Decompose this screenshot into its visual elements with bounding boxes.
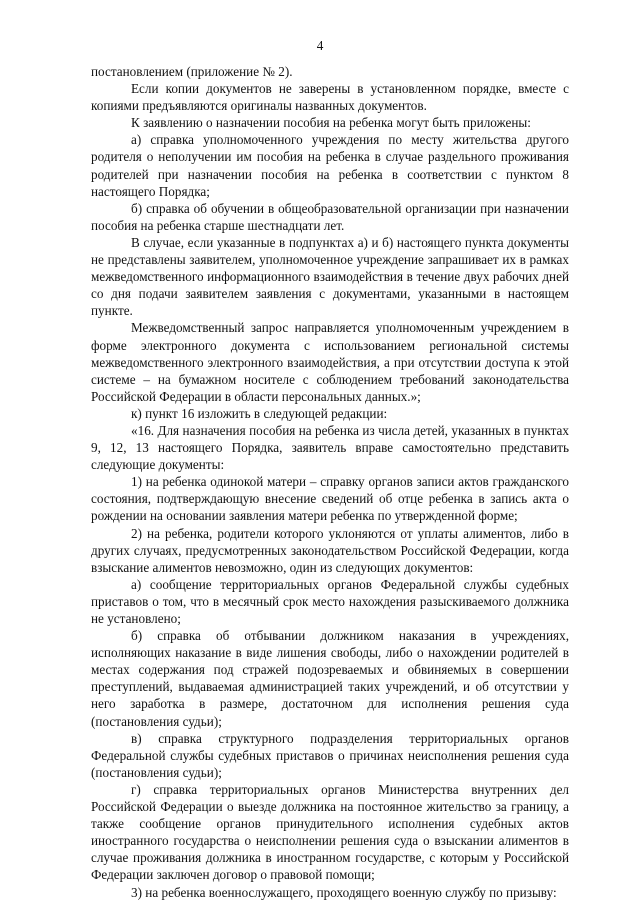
document-body <box>91 63 569 901</box>
paragraph: В случае, если указанные в подпунктах а) и б) настоящего пункта документы не представлены заявителем, уполномоченное учреждение запрашивает их в рамках межведомственного информационного взаимодействия в течение двух рабочих дней со дня подачи заявителем заявления с документами, указанными в настоящем пункте. <box>91 234 569 319</box>
paragraph: «16. Для назначения пособия на ребенка из числа детей, указанных в пунктах 9, 12, 13 настоящего Порядка, заявитель вправе самостоятельно представить следующие документы: <box>91 422 569 473</box>
paragraph: 1) на ребенка одинокой матери – справку органов записи актов гражданского состояния, подтверждающую внесение сведений об отце ребенка в запись акта о рождении на основании заявления матери ребенка по утвержденной форме; <box>91 474 569 524</box>
paragraph: К заявлению о назначении пособия на ребенка могут быть приложены: <box>131 115 531 131</box>
paragraph: постановлением (приложение № 2). <box>91 64 293 79</box>
paragraph: 2) на ребенка, родители которого уклоняются от уплаты алиментов, либо в других случаях, предусмотренных законодательством Российской Федерации, когда взыскание алиментов невозможно, один из следующих документов: <box>91 525 569 575</box>
paragraph: г) справка территориальных органов Министерства внутренних дел Российской Федерации о выезде должника на постоянное жительство за границу, а также сообщение органов принудительного исполнения судебных актов иностранного государства о неисполнении решения суда о взыскании алиментов в случае проживания должника в иностранном государстве, с которым у Российской Федерации заключен договор о правовой помощи; <box>91 781 569 883</box>
paragraph: Если копии документов не заверены в установленном порядке, вместе с копиями предъявляются оригиналы названных документов. <box>91 81 569 114</box>
paragraph: в) справка структурного подразделения территориальных органов Федеральной службы судебных приставов о причинах неисполнения решения суда (постановления судьи); <box>91 730 569 780</box>
page-number: 4 <box>316 38 324 53</box>
paragraph: а) справка уполномоченного учреждения по месту жительства другого родителя о неполучении им пособия на ребенка в случае раздельного проживания родителей при назначении пособия на ребенка в соответствии с пунктом 8 настоящего Порядка; <box>91 132 569 199</box>
paragraph: б) справка об отбывании должником наказания в учреждениях, исполняющих наказание в виде лишения свободы, либо о нахождении родителей в местах содержания под стражей подозреваемых и обвиняемых в совершении преступлений, выдаваемая администрацией таких учреждений, и об отсутствии у него заработка в размере, достаточном для исполнения решения суда (постановления судьи); <box>91 628 569 729</box>
paragraph: а) сообщение территориальных органов Федеральной службы судебных приставов о том, что в месячный срок место нахождения разыскиваемого должника не установлено; <box>91 576 569 626</box>
paragraph: б) справка об обучении в общеобразовательной организации при назначении пособия на ребенка старше шестнадцати лет. <box>91 200 569 233</box>
paragraph: 3) на ребенка военнослужащего, проходящего военную службу по призыву: <box>131 884 557 900</box>
paragraph: к) пункт 16 изложить в следующей редакции: <box>131 405 388 421</box>
paragraph: Межведомственный запрос направляется уполномоченным учреждением в форме электронного документа с использованием региональной системы межведомственного электронного взаимодействия, а при отсутствии доступа к этой системе – на бумажном носителе с соблюдением требований законодательства Российской Федерации в области персональных данных.»; <box>91 320 569 404</box>
